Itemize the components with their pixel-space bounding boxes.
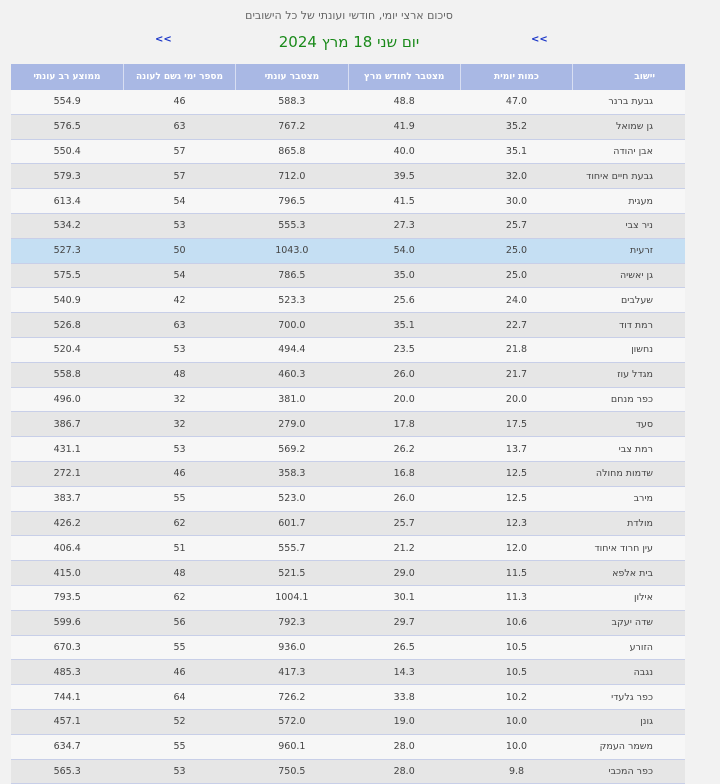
multi-season-avg-cell: 526.8 bbox=[11, 313, 123, 338]
rain-days-cell: 48 bbox=[123, 362, 235, 387]
monthly-cell: 26.2 bbox=[348, 437, 460, 462]
rain-days-cell: 32 bbox=[123, 412, 235, 437]
table-row[interactable] bbox=[11, 536, 685, 561]
settlement-cell: רמת צבי bbox=[573, 437, 685, 462]
multi-season-avg-cell: 426.2 bbox=[11, 511, 123, 536]
rain-days-cell: 51 bbox=[123, 536, 235, 561]
table-row[interactable] bbox=[11, 734, 685, 759]
settlement-cell: אבן יהודה bbox=[573, 139, 685, 164]
seasonal-cell: 569.2 bbox=[236, 437, 348, 462]
seasonal-cell: 726.2 bbox=[236, 685, 348, 710]
column-header-settlement[interactable]: יישוב bbox=[573, 64, 685, 90]
monthly-cell: 29.7 bbox=[348, 610, 460, 635]
seasonal-cell: 1004.1 bbox=[236, 585, 348, 610]
multi-season-avg-cell: 576.5 bbox=[11, 114, 123, 139]
seasonal-cell: 750.5 bbox=[236, 759, 348, 784]
daily-cell: 10.0 bbox=[460, 709, 572, 734]
monthly-cell: 40.0 bbox=[348, 139, 460, 164]
multi-season-avg-cell: 383.7 bbox=[11, 486, 123, 511]
rain-days-cell: 50 bbox=[123, 238, 235, 263]
date-title: יום שני 18 מרץ 2024 bbox=[278, 33, 420, 51]
rainfall-table bbox=[11, 64, 685, 784]
daily-cell: 12.5 bbox=[460, 461, 572, 486]
table-row[interactable] bbox=[11, 610, 685, 635]
settlement-cell: הזורע bbox=[573, 635, 685, 660]
settlement-cell: שדה יעקב bbox=[573, 610, 685, 635]
daily-cell: 25.0 bbox=[460, 263, 572, 288]
monthly-cell: 23.5 bbox=[348, 337, 460, 362]
monthly-cell: 41.9 bbox=[348, 114, 460, 139]
seasonal-cell: 279.0 bbox=[236, 412, 348, 437]
monthly-cell: 48.8 bbox=[348, 90, 460, 114]
daily-cell: 9.8 bbox=[460, 759, 572, 784]
multi-season-avg-cell: 634.7 bbox=[11, 734, 123, 759]
rain-days-cell: 53 bbox=[123, 337, 235, 362]
monthly-cell: 16.8 bbox=[348, 461, 460, 486]
table-row[interactable] bbox=[11, 437, 685, 462]
multi-season-avg-cell: 540.9 bbox=[11, 288, 123, 313]
multi-season-avg-cell: 558.8 bbox=[11, 362, 123, 387]
rain-days-cell: 57 bbox=[123, 164, 235, 189]
table-row-highlighted[interactable] bbox=[11, 238, 685, 263]
table-row[interactable] bbox=[11, 189, 685, 214]
rain-days-cell: 46 bbox=[123, 660, 235, 685]
settlement-cell: גונן bbox=[573, 709, 685, 734]
daily-cell: 11.5 bbox=[460, 561, 572, 586]
daily-cell: 20.0 bbox=[460, 387, 572, 412]
multi-season-avg-cell: 386.7 bbox=[11, 412, 123, 437]
multi-season-avg-cell: 496.0 bbox=[11, 387, 123, 412]
prev-day-button[interactable]: << bbox=[155, 34, 172, 45]
seasonal-cell: 494.4 bbox=[236, 337, 348, 362]
table-row[interactable] bbox=[11, 362, 685, 387]
multi-season-avg-cell: 534.2 bbox=[11, 213, 123, 238]
settlement-cell: זרעית bbox=[573, 238, 685, 263]
daily-cell: 25.7 bbox=[460, 213, 572, 238]
daily-cell: 10.6 bbox=[460, 610, 572, 635]
daily-cell: 11.3 bbox=[460, 585, 572, 610]
multi-season-avg-cell: 415.0 bbox=[11, 561, 123, 586]
table-row[interactable] bbox=[11, 759, 685, 784]
table-body bbox=[11, 90, 685, 784]
daily-cell: 25.0 bbox=[460, 238, 572, 263]
rain-days-cell: 57 bbox=[123, 139, 235, 164]
settlement-cell: סעד bbox=[573, 412, 685, 437]
settlement-cell: גן יאשיה bbox=[573, 263, 685, 288]
table-row[interactable] bbox=[11, 635, 685, 660]
settlement-cell: מגדל עוז bbox=[573, 362, 685, 387]
monthly-cell: 26.0 bbox=[348, 486, 460, 511]
seasonal-cell: 865.8 bbox=[236, 139, 348, 164]
daily-cell: 47.0 bbox=[460, 90, 572, 114]
rain-days-cell: 55 bbox=[123, 635, 235, 660]
seasonal-cell: 523.3 bbox=[236, 288, 348, 313]
rain-days-cell: 56 bbox=[123, 610, 235, 635]
monthly-cell: 21.2 bbox=[348, 536, 460, 561]
daily-cell: 17.5 bbox=[460, 412, 572, 437]
multi-season-avg-cell: 272.1 bbox=[11, 461, 123, 486]
multi-season-avg-cell: 575.5 bbox=[11, 263, 123, 288]
rain-days-cell: 55 bbox=[123, 486, 235, 511]
seasonal-cell: 601.7 bbox=[236, 511, 348, 536]
seasonal-cell: 417.3 bbox=[236, 660, 348, 685]
daily-cell: 10.0 bbox=[460, 734, 572, 759]
monthly-cell: 30.1 bbox=[348, 585, 460, 610]
settlement-cell: שעלבים bbox=[573, 288, 685, 313]
monthly-cell: 26.0 bbox=[348, 362, 460, 387]
daily-cell: 12.3 bbox=[460, 511, 572, 536]
settlement-cell: גבעת חיים איחוד bbox=[573, 164, 685, 189]
table-row[interactable] bbox=[11, 337, 685, 362]
daily-cell: 12.5 bbox=[460, 486, 572, 511]
monthly-cell: 39.5 bbox=[348, 164, 460, 189]
settlement-cell: כפר גלעדי bbox=[573, 685, 685, 710]
rain-days-cell: 55 bbox=[123, 734, 235, 759]
rain-days-cell: 32 bbox=[123, 387, 235, 412]
seasonal-cell: 700.0 bbox=[236, 313, 348, 338]
seasonal-cell: 572.0 bbox=[236, 709, 348, 734]
rain-days-cell: 62 bbox=[123, 511, 235, 536]
monthly-cell: 28.0 bbox=[348, 759, 460, 784]
column-header-rain-days[interactable]: מספר ימי גשם לעונה bbox=[123, 64, 235, 90]
multi-season-avg-cell: 670.3 bbox=[11, 635, 123, 660]
daily-cell: 10.5 bbox=[460, 660, 572, 685]
monthly-cell: 20.0 bbox=[348, 387, 460, 412]
table-row[interactable] bbox=[11, 263, 685, 288]
settlement-cell: משמר העמק bbox=[573, 734, 685, 759]
seasonal-cell: 358.3 bbox=[236, 461, 348, 486]
seasonal-cell: 460.3 bbox=[236, 362, 348, 387]
daily-cell: 21.8 bbox=[460, 337, 572, 362]
rain-days-cell: 53 bbox=[123, 437, 235, 462]
rain-days-cell: 54 bbox=[123, 189, 235, 214]
monthly-cell: 28.0 bbox=[348, 734, 460, 759]
multi-season-avg-cell: 485.3 bbox=[11, 660, 123, 685]
settlement-cell: מולדת bbox=[573, 511, 685, 536]
multi-season-avg-cell: 406.4 bbox=[11, 536, 123, 561]
page-subtitle: סיכום ארצי יומי, חודשי ועונתי של כל הישובים bbox=[245, 9, 453, 22]
multi-season-avg-cell: 579.3 bbox=[11, 164, 123, 189]
monthly-cell: 35.1 bbox=[348, 313, 460, 338]
multi-season-avg-cell: 554.9 bbox=[11, 90, 123, 114]
settlement-cell: מירב bbox=[573, 486, 685, 511]
table-row[interactable] bbox=[11, 313, 685, 338]
column-header-monthly[interactable]: מצטבר לחודש מרץ bbox=[348, 64, 460, 90]
table-row[interactable] bbox=[11, 114, 685, 139]
seasonal-cell: 960.1 bbox=[236, 734, 348, 759]
table-row[interactable] bbox=[11, 585, 685, 610]
table-row[interactable] bbox=[11, 660, 685, 685]
daily-cell: 35.1 bbox=[460, 139, 572, 164]
rain-days-cell: 42 bbox=[123, 288, 235, 313]
monthly-cell: 41.5 bbox=[348, 189, 460, 214]
daily-cell: 21.7 bbox=[460, 362, 572, 387]
seasonal-cell: 555.3 bbox=[236, 213, 348, 238]
settlement-cell: כפר המכבי bbox=[573, 759, 685, 784]
monthly-cell: 17.8 bbox=[348, 412, 460, 437]
seasonal-cell: 381.0 bbox=[236, 387, 348, 412]
settlement-cell: נגבה bbox=[573, 660, 685, 685]
daily-cell: 22.7 bbox=[460, 313, 572, 338]
table-row[interactable] bbox=[11, 387, 685, 412]
monthly-cell: 27.3 bbox=[348, 213, 460, 238]
multi-season-avg-cell: 613.4 bbox=[11, 189, 123, 214]
table-row[interactable] bbox=[11, 685, 685, 710]
table-row[interactable] bbox=[11, 461, 685, 486]
table-row[interactable] bbox=[11, 561, 685, 586]
monthly-cell: 25.6 bbox=[348, 288, 460, 313]
multi-season-avg-cell: 565.3 bbox=[11, 759, 123, 784]
rain-days-cell: 63 bbox=[123, 313, 235, 338]
seasonal-cell: 767.2 bbox=[236, 114, 348, 139]
settlement-cell: כפר מנחם bbox=[573, 387, 685, 412]
table-row[interactable] bbox=[11, 486, 685, 511]
multi-season-avg-cell: 793.5 bbox=[11, 585, 123, 610]
multi-season-avg-cell: 527.3 bbox=[11, 238, 123, 263]
column-header-daily[interactable]: כמות יומית bbox=[460, 64, 572, 90]
settlement-cell: ניר צבי bbox=[573, 213, 685, 238]
monthly-cell: 33.8 bbox=[348, 685, 460, 710]
table-header-row bbox=[11, 64, 685, 90]
multi-season-avg-cell: 457.1 bbox=[11, 709, 123, 734]
table-row[interactable] bbox=[11, 213, 685, 238]
daily-cell: 30.0 bbox=[460, 189, 572, 214]
rain-days-cell: 63 bbox=[123, 114, 235, 139]
rain-days-cell: 53 bbox=[123, 213, 235, 238]
date-navigation bbox=[0, 33, 720, 55]
seasonal-cell: 936.0 bbox=[236, 635, 348, 660]
settlement-cell: רמת דוד bbox=[573, 313, 685, 338]
multi-season-avg-cell: 599.6 bbox=[11, 610, 123, 635]
seasonal-cell: 712.0 bbox=[236, 164, 348, 189]
next-day-button[interactable]: << bbox=[531, 34, 548, 45]
daily-cell: 24.0 bbox=[460, 288, 572, 313]
column-header-multi-season-avg[interactable]: ממוצע רב עונתי bbox=[11, 64, 123, 90]
daily-cell: 10.2 bbox=[460, 685, 572, 710]
settlement-cell: גבעת ברנר bbox=[573, 90, 685, 114]
multi-season-avg-cell: 520.4 bbox=[11, 337, 123, 362]
settlement-cell: עין חרוד איחוד bbox=[573, 536, 685, 561]
rain-days-cell: 46 bbox=[123, 90, 235, 114]
seasonal-cell: 1043.0 bbox=[236, 238, 348, 263]
daily-cell: 35.2 bbox=[460, 114, 572, 139]
seasonal-cell: 555.7 bbox=[236, 536, 348, 561]
settlement-cell: נחשון bbox=[573, 337, 685, 362]
seasonal-cell: 796.5 bbox=[236, 189, 348, 214]
monthly-cell: 35.0 bbox=[348, 263, 460, 288]
daily-cell: 13.7 bbox=[460, 437, 572, 462]
rain-days-cell: 48 bbox=[123, 561, 235, 586]
monthly-cell: 26.5 bbox=[348, 635, 460, 660]
seasonal-cell: 588.3 bbox=[236, 90, 348, 114]
monthly-cell: 19.0 bbox=[348, 709, 460, 734]
rain-days-cell: 64 bbox=[123, 685, 235, 710]
rain-days-cell: 53 bbox=[123, 759, 235, 784]
settlement-cell: מעגית bbox=[573, 189, 685, 214]
seasonal-cell: 521.5 bbox=[236, 561, 348, 586]
daily-cell: 32.0 bbox=[460, 164, 572, 189]
rain-days-cell: 62 bbox=[123, 585, 235, 610]
column-header-seasonal[interactable]: מצטבר עונתי bbox=[236, 64, 348, 90]
table-row[interactable] bbox=[11, 90, 685, 114]
table-row[interactable] bbox=[11, 164, 685, 189]
monthly-cell: 29.0 bbox=[348, 561, 460, 586]
multi-season-avg-cell: 431.1 bbox=[11, 437, 123, 462]
settlement-cell: גן שמואל bbox=[573, 114, 685, 139]
table-row[interactable] bbox=[11, 511, 685, 536]
multi-season-avg-cell: 550.4 bbox=[11, 139, 123, 164]
settlement-cell: שדמות מחולה bbox=[573, 461, 685, 486]
monthly-cell: 25.7 bbox=[348, 511, 460, 536]
settlement-cell: בית אלפא bbox=[573, 561, 685, 586]
daily-cell: 10.5 bbox=[460, 635, 572, 660]
rain-days-cell: 54 bbox=[123, 263, 235, 288]
rain-days-cell: 52 bbox=[123, 709, 235, 734]
table-row[interactable] bbox=[11, 709, 685, 734]
seasonal-cell: 792.3 bbox=[236, 610, 348, 635]
monthly-cell: 54.0 bbox=[348, 238, 460, 263]
multi-season-avg-cell: 744.1 bbox=[11, 685, 123, 710]
settlement-cell: אילון bbox=[573, 585, 685, 610]
table-row[interactable] bbox=[11, 412, 685, 437]
table-row[interactable] bbox=[11, 288, 685, 313]
table-row[interactable] bbox=[11, 139, 685, 164]
monthly-cell: 14.3 bbox=[348, 660, 460, 685]
daily-cell: 12.0 bbox=[460, 536, 572, 561]
rain-days-cell: 46 bbox=[123, 461, 235, 486]
seasonal-cell: 523.0 bbox=[236, 486, 348, 511]
seasonal-cell: 786.5 bbox=[236, 263, 348, 288]
